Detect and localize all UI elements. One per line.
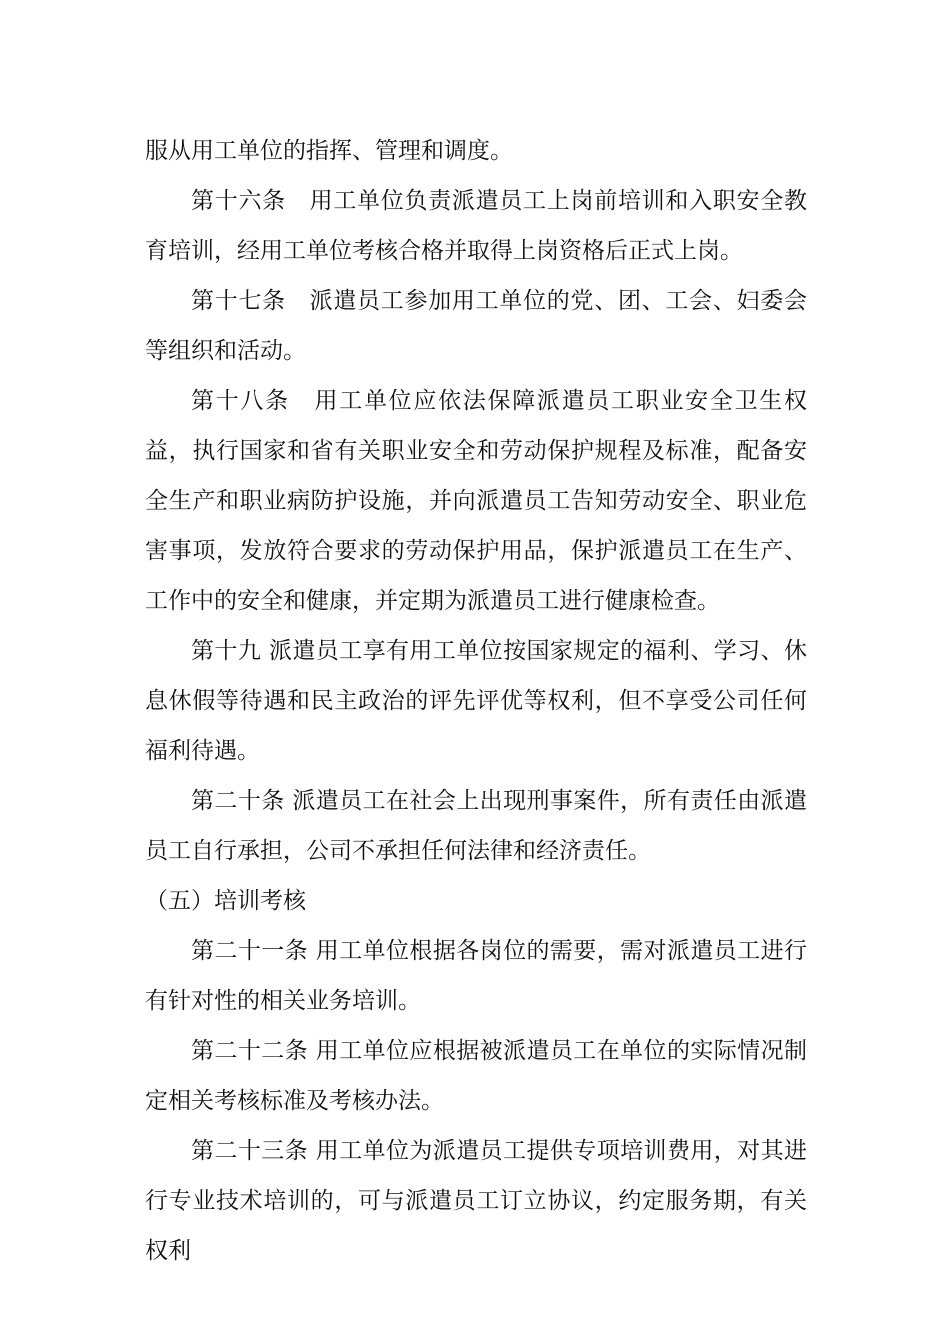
article-16: 第十六条 用工单位负责派遣员工上岗前培训和入职安全教育培训，经用工单位考核合格并取得上岗资格后正式上岗。	[145, 188, 807, 264]
article-23: 第二十三条 用工单位为派遣员工提供专项培训费用，对其进行专业技术培训的，可与派遣员工订立协议，约定服务期，有关权利	[145, 1138, 807, 1264]
article-22: 第二十二条 用工单位应根据被派遣员工在单位的实际情况制定相关考核标准及考核办法。	[145, 1038, 807, 1114]
paragraph-continuation: 服从用工单位的指挥、管理和调度。	[145, 138, 513, 164]
article-17: 第十七条 派遣员工参加用工单位的党、团、工会、妇委会等组织和活动。	[145, 288, 807, 364]
document-body	[145, 126, 807, 1276]
article-19: 第十九 派遣员工享有用工单位按国家规定的福利、学习、休息休假等待遇和民主政治的评先评优等权利，但不享受公司任何福利待遇。	[145, 638, 807, 764]
section-heading-training: （五）培训考核	[145, 888, 306, 914]
article-18: 第十八条 用工单位应依法保障派遣员工职业安全卫生权益，执行国家和省有关职业安全和劳动保护规程及标准，配备安全生产和职业病防护设施，并向派遣员工告知劳动安全、职业危害事项，发放符合要求的劳动保护用品，保护派遣员工在生产、工作中的安全和健康，并定期为派遣员工进行健康检查。	[145, 388, 807, 614]
article-20: 第二十条 派遣员工在社会上出现刑事案件，所有责任由派遣员工自行承担，公司不承担任何法律和经济责任。	[145, 788, 807, 864]
article-21: 第二十一条 用工单位根据各岗位的需要，需对派遣员工进行有针对性的相关业务培训。	[145, 938, 807, 1014]
